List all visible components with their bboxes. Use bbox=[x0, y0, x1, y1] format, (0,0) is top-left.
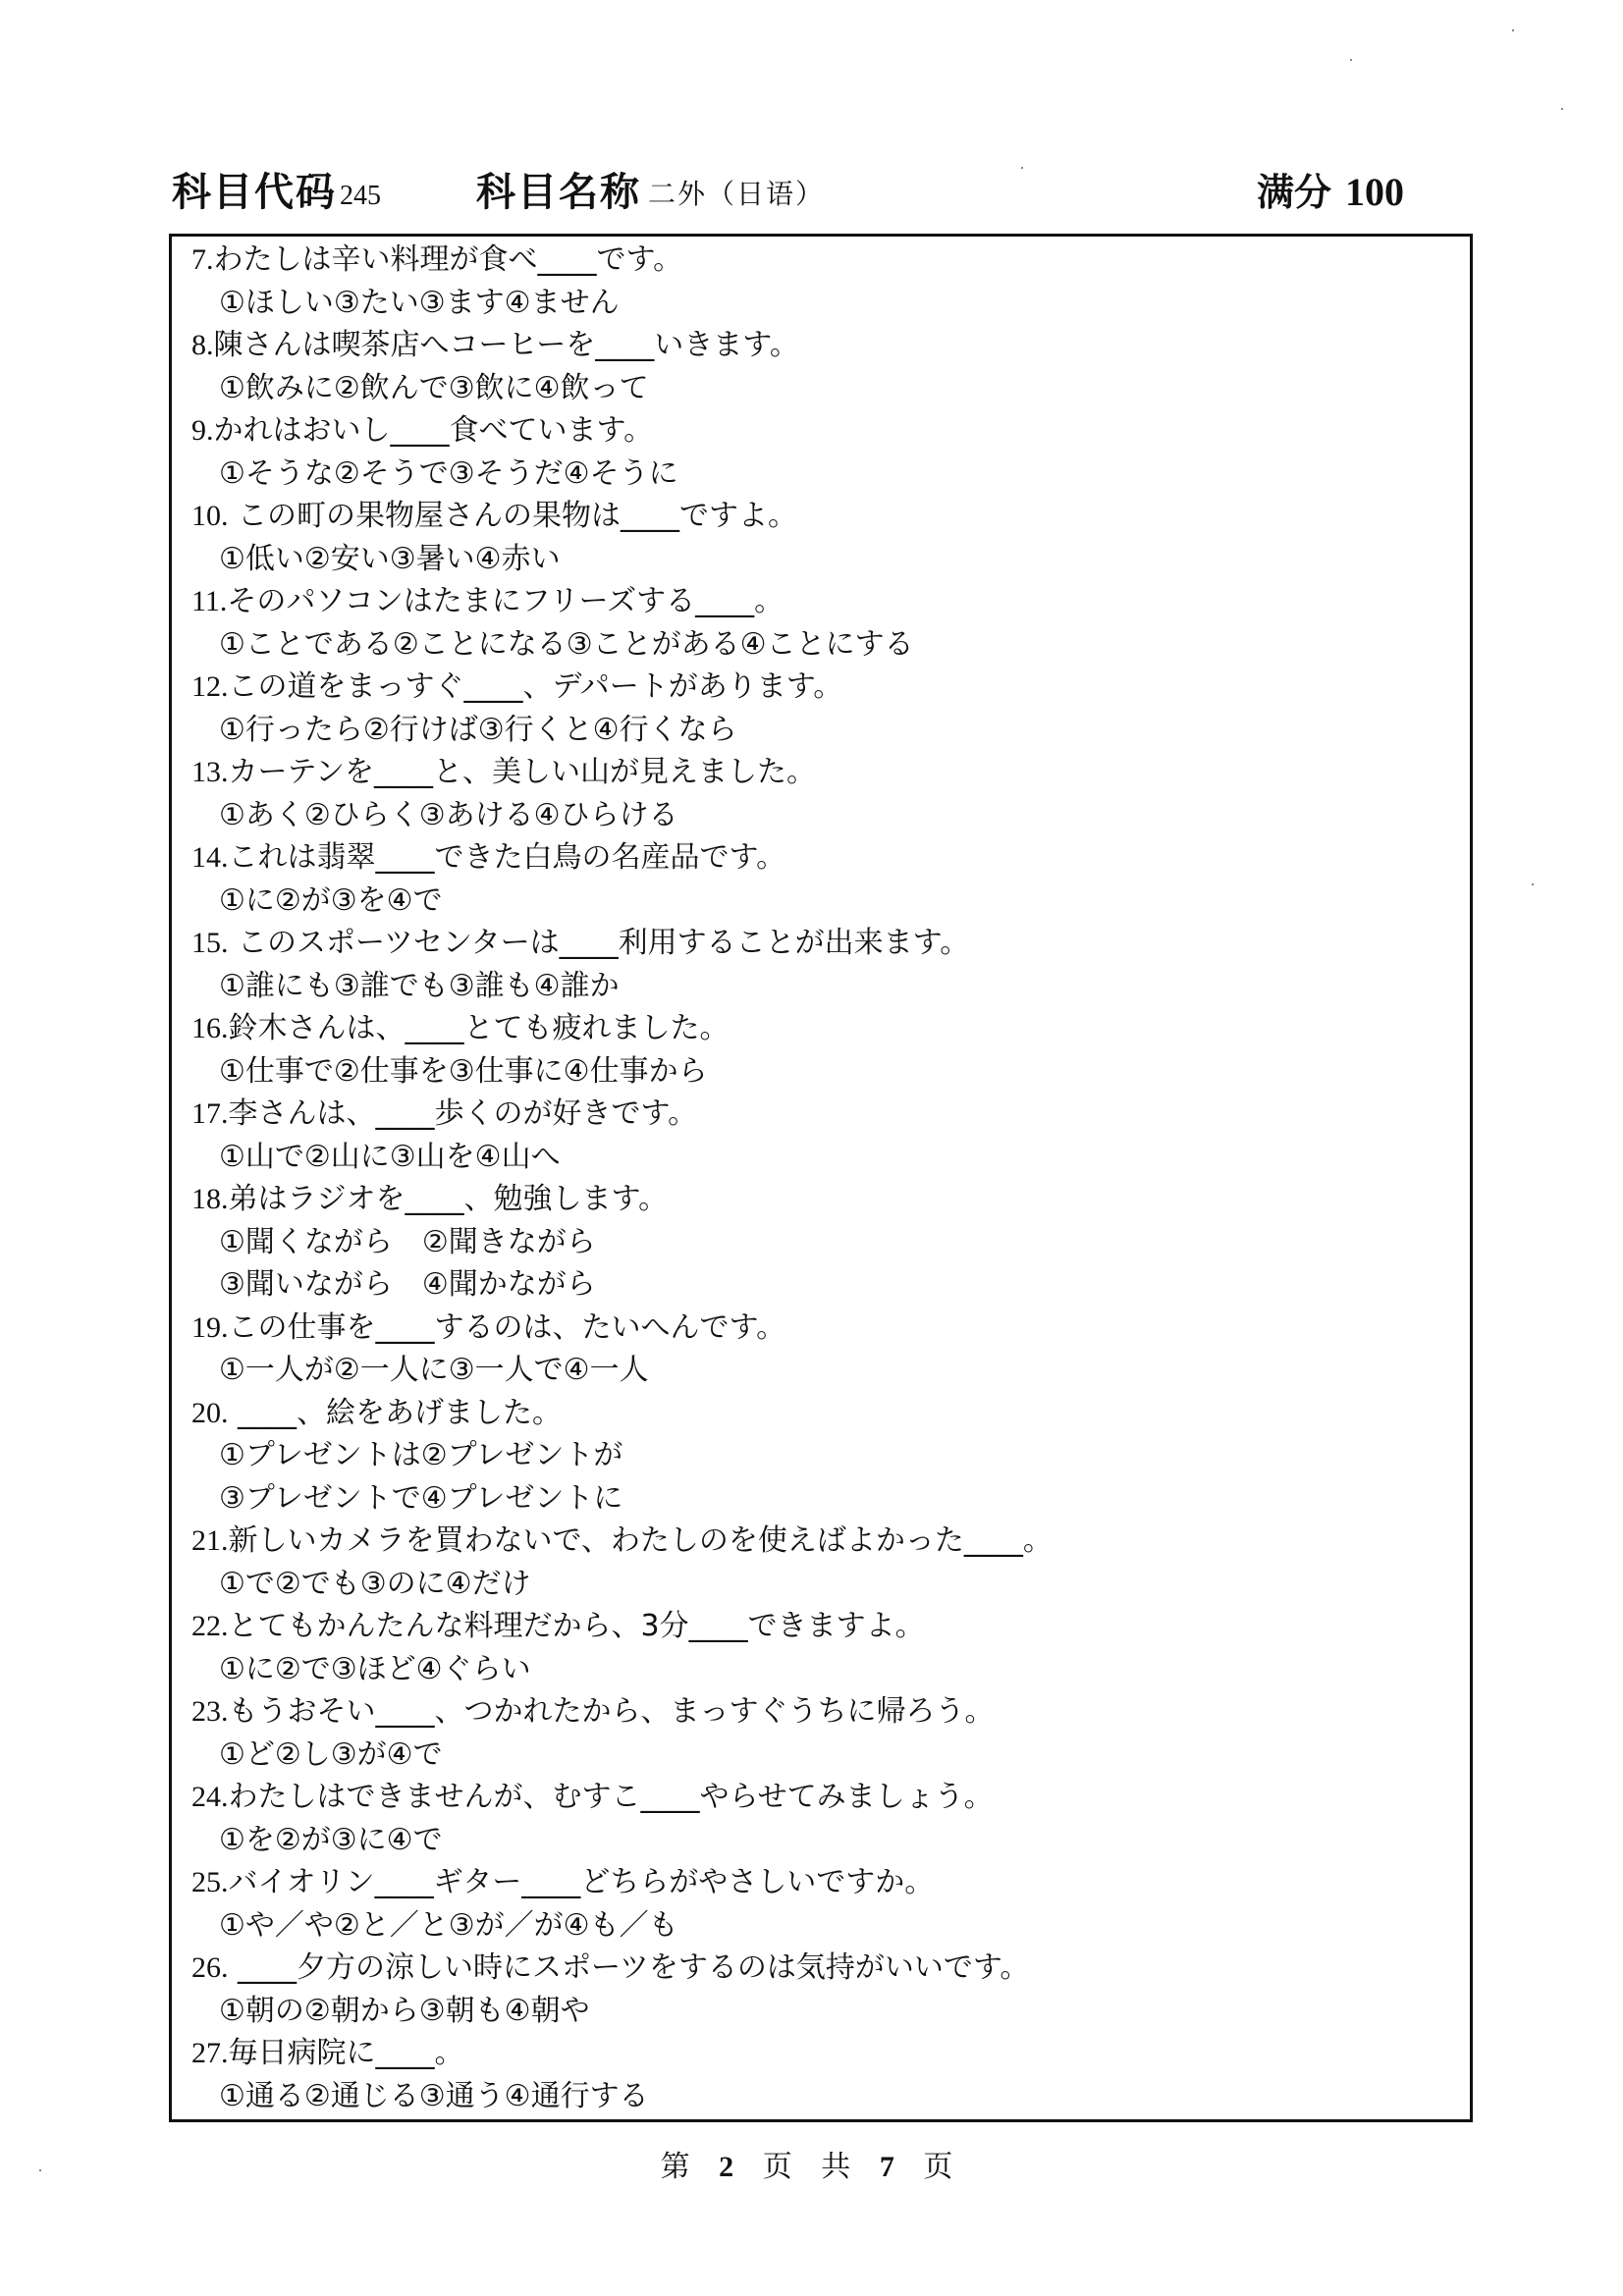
question-text: この仕事を____するのは、たいへんです。 bbox=[228, 1309, 786, 1345]
question-number: 23. bbox=[191, 1695, 229, 1728]
full-score-value: 100 bbox=[1345, 170, 1404, 214]
question-stem bbox=[191, 1776, 1460, 1819]
subject-name-label: 科目名称 bbox=[476, 170, 641, 215]
question-options: ①一人が②一人に③一人で④一人 bbox=[219, 1353, 649, 1387]
question-text: この町の果物屋さんの果物は____ですよ。 bbox=[228, 499, 798, 533]
question-stem bbox=[191, 922, 1460, 965]
question-text: 鈴木さんは、____とても疲れました。 bbox=[228, 1011, 730, 1045]
exam-header bbox=[0, 165, 1623, 220]
question-text: 新しいカメラを買わないで、わたしのを使えばよかった____。 bbox=[228, 1523, 1053, 1558]
question-options: ③聞いながら ④聞かながら bbox=[219, 1267, 596, 1302]
scan-speck bbox=[1532, 883, 1534, 885]
question-text: これは翡翠____できた白鳥の名産品です。 bbox=[228, 840, 786, 875]
subject-code-value: 245 bbox=[340, 181, 381, 211]
question-number: 7. bbox=[191, 243, 214, 276]
page-suffix: 页 bbox=[923, 2150, 963, 2184]
question-text: バイオリン____ギター____どちらがやさしいですか。 bbox=[228, 1865, 935, 1899]
page-total: 7 bbox=[879, 2151, 904, 2183]
question-text: そのパソコンはたまにフリーズする____。 bbox=[227, 584, 784, 618]
question-text: 陳さんは喫茶店へコーヒーを____いきます。 bbox=[213, 328, 799, 362]
subject-name-value: 二外（日语） bbox=[648, 178, 826, 210]
question-text: 弟はラジオを____、勉強します。 bbox=[228, 1182, 669, 1216]
question-stem bbox=[191, 1690, 1460, 1734]
question-number: 16. bbox=[191, 1012, 229, 1044]
subject-code-label: 科目代码 bbox=[172, 170, 337, 215]
question-stem bbox=[191, 1392, 1460, 1435]
question-stem bbox=[191, 2032, 1460, 2075]
question-stem bbox=[191, 1307, 1460, 1350]
question-options: ①プレゼントは②プレゼントが bbox=[219, 1438, 623, 1472]
question-number: 26. bbox=[191, 1951, 229, 1984]
question-options: ①誰にも③誰でも③誰も④誰か bbox=[219, 968, 620, 1003]
scan-speck bbox=[1350, 59, 1352, 61]
question-stem bbox=[191, 1520, 1460, 1563]
question-options: ①を②が③に④で bbox=[219, 1822, 443, 1857]
question-options: ①に②が③を④で bbox=[219, 882, 443, 918]
question-options: ①低い②安い③暑い④赤い bbox=[219, 541, 561, 576]
question-number: 18. bbox=[191, 1183, 229, 1215]
question-options: ①ほしい③たい③ます④ません bbox=[219, 285, 620, 320]
question-text: もうおそい____、つかれたから、まっすぐうちに帰ろう。 bbox=[228, 1694, 995, 1729]
page-current: 2 bbox=[719, 2151, 744, 2183]
question-text: カーテンを____と、美しい山が見えました。 bbox=[228, 755, 816, 789]
question-text: わたしはできませんが、むすこ____やらせてみましょう。 bbox=[228, 1780, 994, 1814]
page-prefix: 第 bbox=[660, 2150, 700, 2184]
question-number: 20. bbox=[191, 1396, 229, 1429]
question-stem bbox=[191, 1947, 1460, 1990]
question-number: 21. bbox=[191, 1524, 229, 1557]
question-stem bbox=[191, 409, 1460, 453]
question-text: とてもかんたんな料理だから、3分____できますよ。 bbox=[228, 1609, 925, 1643]
question-number: 13. bbox=[191, 756, 229, 788]
question-options: ①や／や②と／と③が／が④も／も bbox=[219, 1907, 678, 1943]
question-options: ①に②で③ほど④ぐらい bbox=[219, 1651, 531, 1686]
question-options: ①ことである②ことになる③ことがある④ことにする bbox=[219, 626, 914, 662]
scan-speck bbox=[1021, 167, 1023, 169]
question-text: かれはおいし____食べています。 bbox=[213, 413, 654, 448]
question-number: 10. bbox=[191, 500, 229, 532]
question-text: ____、絵をあげました。 bbox=[228, 1395, 563, 1430]
question-stem bbox=[191, 495, 1460, 538]
full-score-label: 满分 bbox=[1257, 171, 1332, 214]
question-text: わたしは辛い料理が食べ____です。 bbox=[213, 242, 683, 277]
question-list bbox=[191, 239, 1460, 2117]
question-number: 19. bbox=[191, 1310, 229, 1344]
question-stem bbox=[191, 1007, 1460, 1050]
question-number: 17. bbox=[191, 1097, 229, 1130]
question-number: 15. bbox=[191, 927, 229, 959]
question-options: ①山で②山に③山を④山へ bbox=[219, 1139, 561, 1174]
question-text: 毎日病院に____。 bbox=[228, 2036, 464, 2070]
scan-speck bbox=[1512, 29, 1514, 31]
question-stem bbox=[191, 239, 1460, 282]
question-text: このスポーツセンターは____利用することが出来ます。 bbox=[228, 926, 970, 960]
question-text: ____夕方の涼しい時にスポーツをするのは気持がいいです。 bbox=[228, 1950, 1030, 1985]
question-stem bbox=[191, 324, 1460, 367]
page-indicator bbox=[0, 2142, 1623, 2185]
question-stem bbox=[191, 1093, 1460, 1136]
question-stem bbox=[191, 1605, 1460, 1648]
question-number: 24. bbox=[191, 1781, 229, 1813]
scan-speck bbox=[1561, 108, 1563, 110]
question-options: ①で②でも③のに④だけ bbox=[219, 1566, 531, 1601]
question-options: ①行ったら②行けば③行くと④行くなら bbox=[219, 712, 737, 747]
question-options: ①聞くながら ②聞きながら bbox=[219, 1224, 596, 1259]
question-options: ①そうな②そうで③そうだ④そうに bbox=[219, 455, 678, 491]
question-options: ①飲みに②飲んで③飲に④飲って bbox=[219, 370, 649, 405]
question-number: 8. bbox=[191, 329, 214, 361]
question-number: 27. bbox=[191, 2037, 229, 2069]
question-number: 22. bbox=[191, 1610, 229, 1642]
question-number: 25. bbox=[191, 1866, 229, 1898]
question-options: ③プレゼントで④プレゼントに bbox=[219, 1480, 623, 1516]
question-stem bbox=[191, 666, 1460, 709]
question-options: ①通る②通じる③通う④通行する bbox=[219, 2078, 649, 2113]
question-options: ①ど②し③が④で bbox=[219, 1736, 443, 1772]
question-options: ①あく②ひらく③あける④ひらける bbox=[219, 797, 678, 832]
question-stem bbox=[191, 1178, 1460, 1221]
question-text: この道をまっすぐ____、デパートがあります。 bbox=[228, 669, 843, 704]
page-mid: 页 共 bbox=[762, 2150, 861, 2184]
question-stem bbox=[191, 1861, 1460, 1904]
question-stem bbox=[191, 836, 1460, 880]
question-options: ①朝の②朝から③朝も④朝や bbox=[219, 1993, 590, 2028]
question-options: ①仕事で②仕事を③仕事に④仕事から bbox=[219, 1053, 708, 1089]
question-box bbox=[169, 234, 1473, 2122]
question-stem bbox=[191, 580, 1460, 623]
scan-speck bbox=[39, 2169, 41, 2171]
question-number: 14. bbox=[191, 841, 229, 874]
question-number: 9. bbox=[191, 414, 214, 447]
question-text: 李さんは、____歩くのが好きです。 bbox=[228, 1096, 698, 1131]
question-stem bbox=[191, 751, 1460, 794]
question-number: 12. bbox=[191, 670, 229, 703]
question-number: 11. bbox=[191, 585, 228, 617]
